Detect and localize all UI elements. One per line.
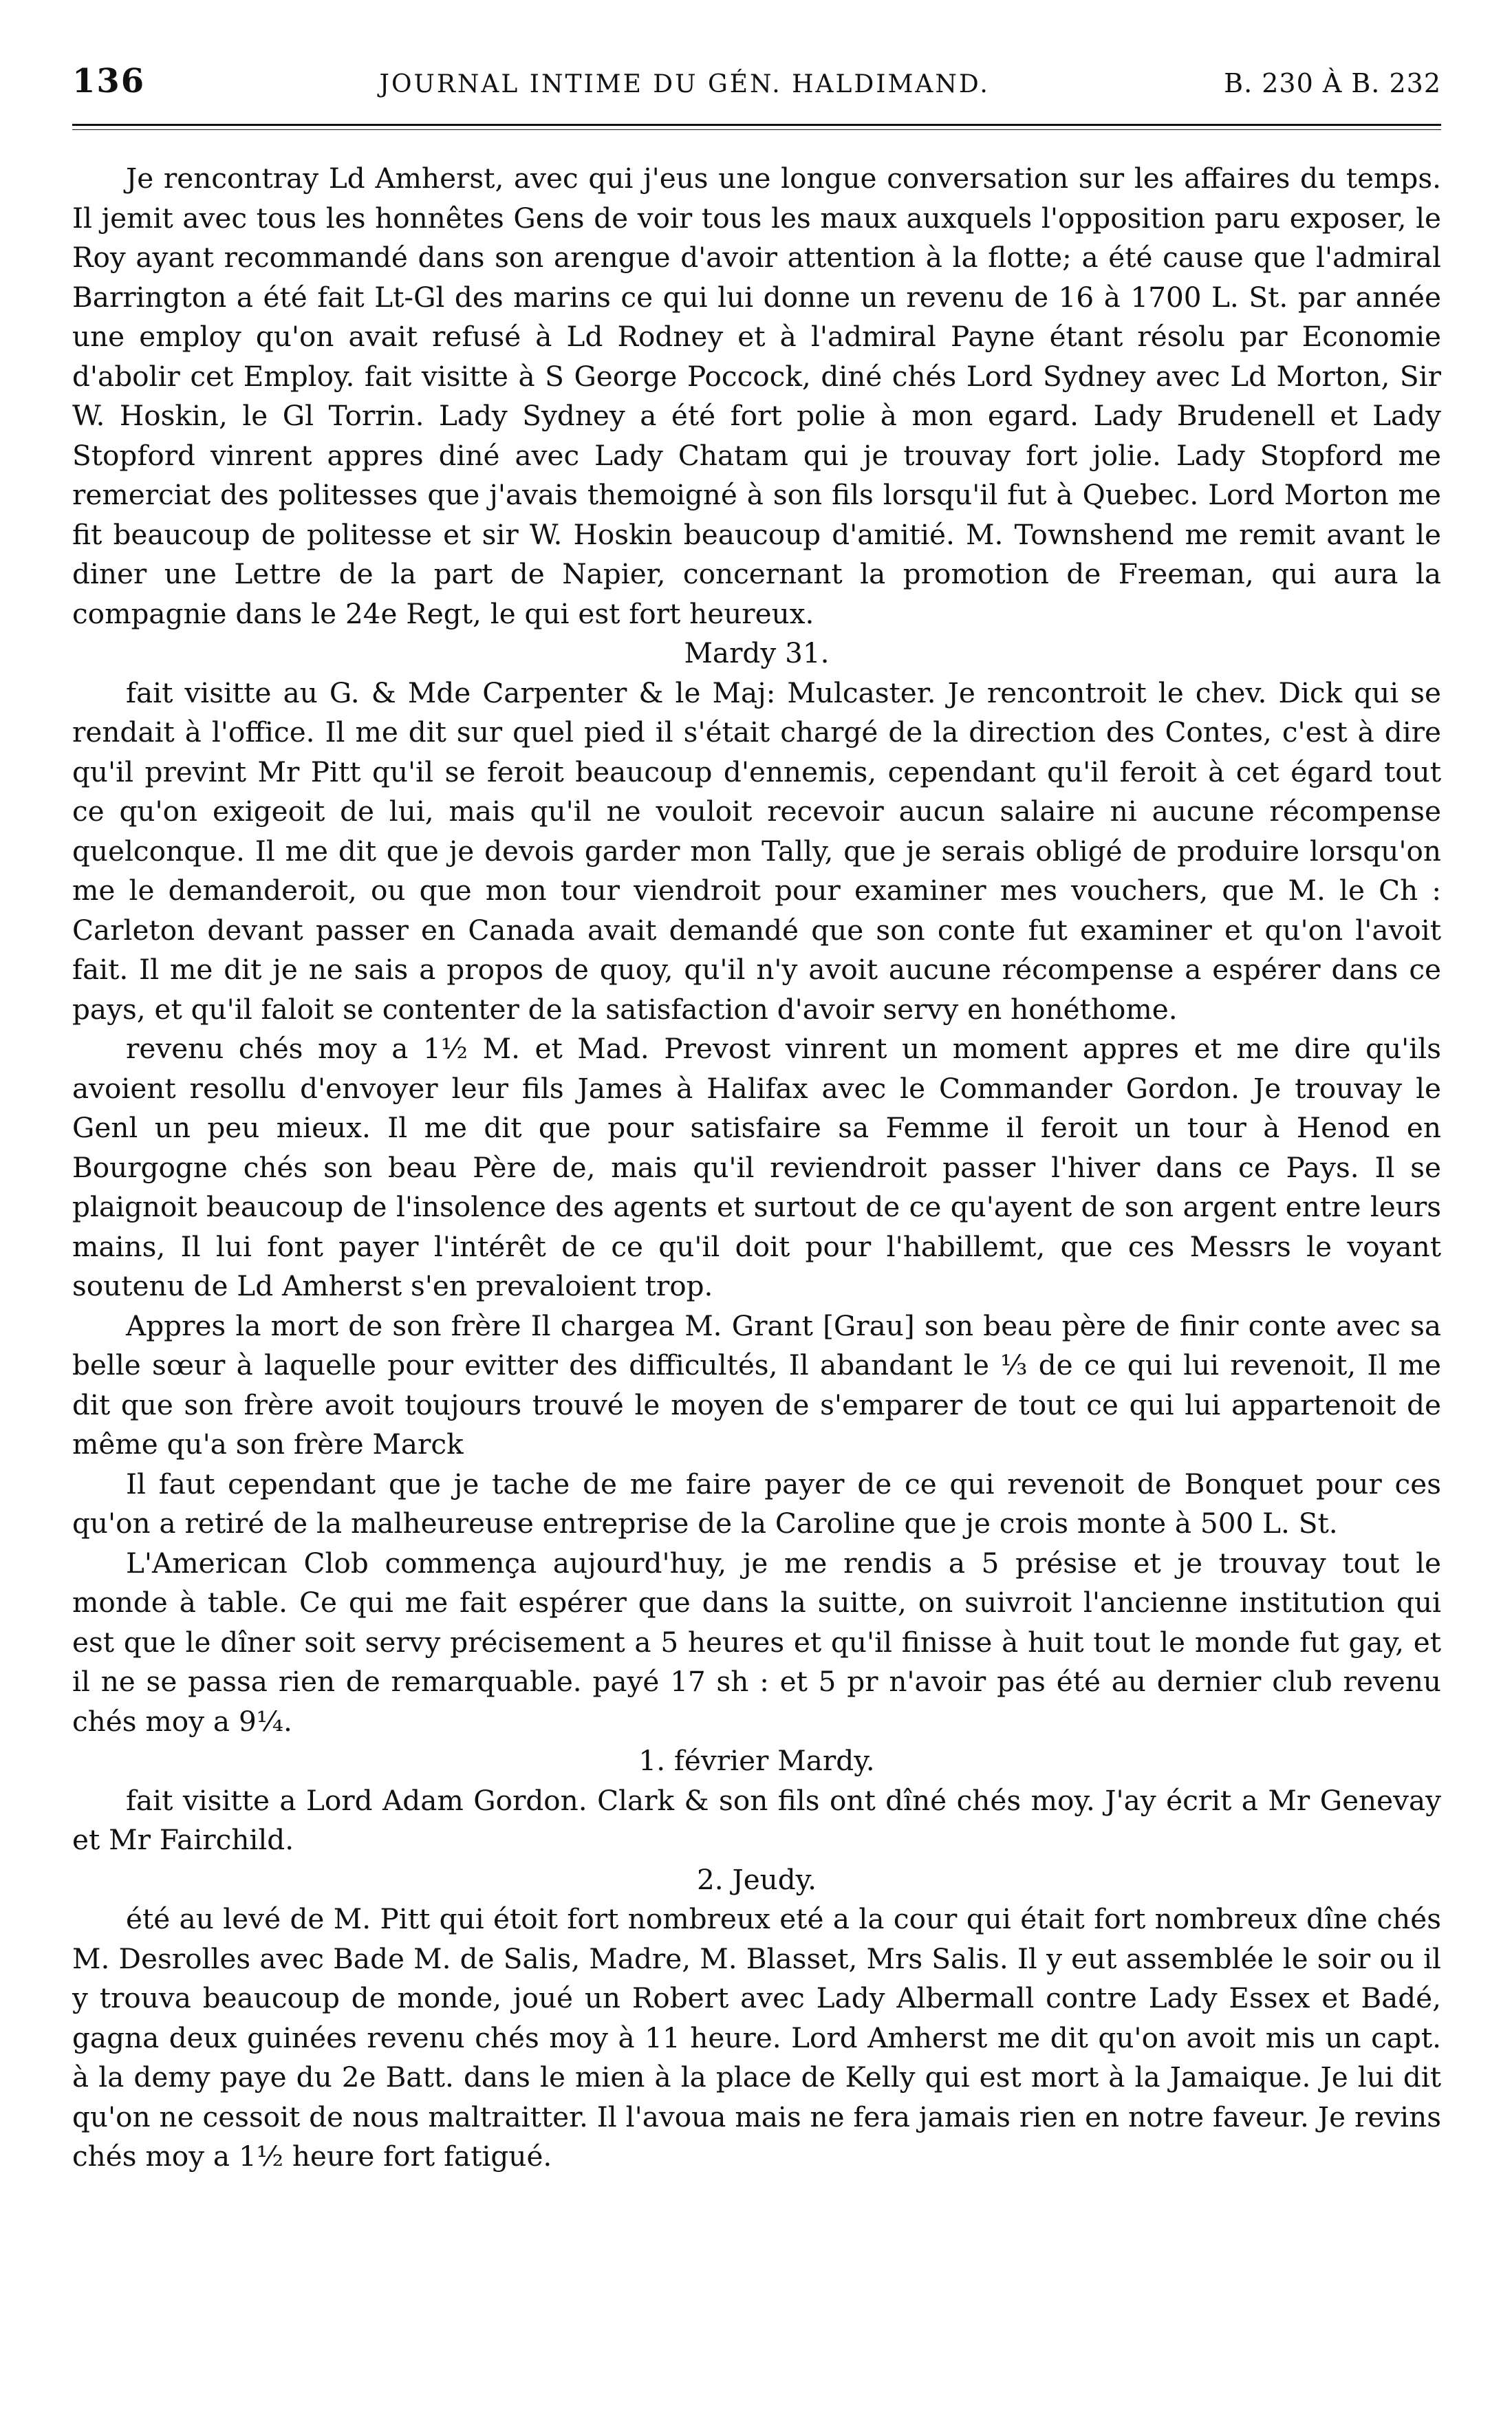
header-rule [72, 124, 1441, 130]
page-number: 136 [72, 62, 146, 100]
journal-text [72, 159, 1441, 2177]
paragraph: revenu chés moy a 1½ M. et Mad. Prevost vinrent un moment appres et me dire qu'ils avoient resollu d'envoyer leur fils James à Halifax avec le Commander Gordon. Je trouvay le Genl un peu mieux. Il me dit que pour satisfaire sa Femme il feroit un tour à Henod en Bourgogne chés son beau Père de, mais qu'il reviendroit passer l'hiver dans ce Pays. Il se plaignoit beaucoup de l'insolence des agents et surtout de ce qu'ayent de son argent entre leurs mains, Il lui font payer l'intérêt de ce qu'il doit pour l'habillemt, que ces Messrs le voyant soutenu de Ld Amherst s'en prevaloient trop. [72, 1032, 1441, 1302]
paragraph: fait visitte a Lord Adam Gordon. Clark & son fils ont dîné chés moy. J'ay écrit a Mr Genevay et Mr Fairchild. [72, 1783, 1441, 1856]
paragraph: Je rencontray Ld Amherst, avec qui j'eus une longue conversation sur les affaires du temps. Il jemit avec tous les honnêtes Gens de voir tous les maux auxquels l'opposition paru exposer, le Roy ayant recommandé dans son arengue d'avoir attention à la flotte; a été cause que l'admiral Barrington a été fait Lt-Gl des marins ce qui lui donne un revenu de 16 à 1700 L. St. par année une employ qu'on avait refusé à Ld Rodney et à l'admiral Payne étant résolu par Economie d'abolir cet Employ. fait visitte à S George Poccock, diné chés Lord Sydney avec Ld Morton, Sir W. Hoskin, le Gl Torrin. Lady Sydney a été fort polie à mon egard. Lady Brudenell et Lady Stopford vinrent appres diné avec Lady Chatam qui je trouvay fort jolie. Lady Stopford me remerciat des politesses que j'avais themoigné à son fils lorsqu'il fut à Quebec. Lord Morton me fit beaucoup de politesse et sir W. Hoskin beaucoup d'amitié. M. Townshend me remit avant le diner une Lettre de la part de Napier, concernant la promotion de Freeman, qui aura la compagnie dans le 24e Regt, le qui est fort heureux. [72, 162, 1441, 630]
date-heading: 1. février Mardy. [638, 1744, 875, 1777]
paragraph: Il faut cependant que je tache de me faire payer de ce qui revenoit de Bonquet pour ces qu'on a retiré de la malheureuse entreprise de la Caroline que je crois monte à 500 L. St. [72, 1467, 1441, 1540]
page [72, 28, 1441, 2177]
document-range: B. 230 À B. 232 [1224, 68, 1441, 98]
date-heading: 2. Jeudy. [696, 1862, 817, 1896]
running-head [72, 28, 1441, 117]
running-title: JOURNAL INTIME DU GÉN. HALDIMAND. [379, 70, 990, 98]
paragraph: fait visitte au G. & Mde Carpenter & le Maj: Mulcaster. Je rencontroit le chev. Dick qui se rendait à l'office. Il me dit sur quel pied il s'était chargé de la direction des Contes, c'est à dire qu'il prevint Mr Pitt qu'il se feroit beaucoup d'ennemis, cependant qu'il feroit à cet égard tout ce qu'on exigeoit de lui, mais qu'il ne vouloit recevoir aucun salaire ni aucune récompense quelconque. Il me dit que je devois garder mon Tally, que je serais obligé de produire lorsqu'on me le demanderoit, ou que mon tour viendroit pour examiner mes vouchers, que M. le Ch : Carleton devant passer en Canada avait demandé que son conte fut examiner et qu'on l'avoit fait. Il me dit je ne sais a propos de quoy, qu'il n'y avoit aucune récompense a espérer dans ce pays, et qu'il faloit se contenter de la satisfaction d'avoir servy en honéthome. [72, 676, 1441, 1026]
paragraph: L'American Clob commença aujourd'huy, je me rendis a 5 présise et je trouvay tout le monde à table. Ce qui me fait espérer que dans la suitte, on suivroit l'ancienne institution qui est que le dîner soit servy précisement a 5 heures et qu'il finisse à huit tout le monde fut gay, et il ne se passa rien de remarquable. payé 17 sh : et 5 pr n'avoir pas été au dernier club revenu chés moy a 9¼. [72, 1546, 1441, 1738]
date-heading: Mardy 31. [684, 636, 830, 669]
paragraph: Appres la mort de son frère Il chargea M. Grant [Grau] son beau père de finir conte avec sa belle sœur à laquelle pour evitter des difficultés, Il abandant le ⅓ de ce qui lui revenoit, Il me dit que son frère avoit toujours trouvé le moyen de s'emparer de tout ce qui lui appartenoit de même qu'a son frère Marck [72, 1309, 1441, 1461]
paragraph: été au levé de M. Pitt qui étoit fort nombreux eté a la cour qui était fort nombreux dîne chés M. Desrolles avec Bade M. de Salis, Madre, M. Blasset, Mrs Salis. Il y eut assemblée le soir ou il y trouva beaucoup de monde, joué un Robert avec Lady Albermall contre Lady Essex et Badé, gagna deux guinées revenu chés moy à 11 heure. Lord Amherst me dit qu'on avoit mis un capt. à la demy paye du 2e Batt. dans le mien à la place de Kelly qui est mort à la Jamaique. Je lui dit qu'on ne cessoit de nous maltraitter. Il l'avoua mais ne fera jamais rien en notre faveur. Je revins chés moy a 1½ heure fort fatigué. [72, 1902, 1441, 2173]
